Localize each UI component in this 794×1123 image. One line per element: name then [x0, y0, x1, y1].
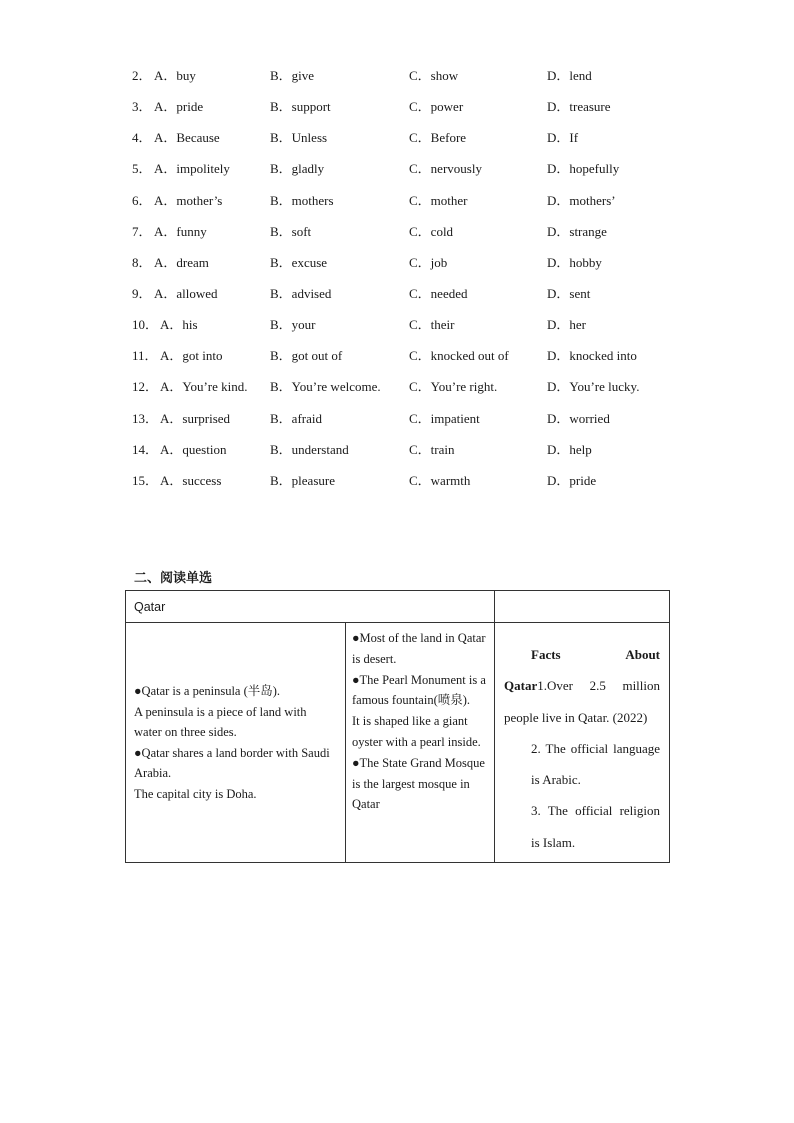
table-cell-geography — [126, 623, 346, 863]
table-line: ●The Pearl Monument is a famous fountain(喷泉). — [352, 672, 486, 708]
option-b: B．support — [270, 99, 331, 115]
option-c: C．nervously — [409, 161, 482, 177]
option-c: C．cold — [409, 223, 454, 239]
question-number: 9． — [132, 285, 152, 301]
question-number: 6． — [132, 192, 152, 208]
option-b: B．gladly — [270, 161, 325, 177]
section-title: 二、阅读单选 — [134, 571, 213, 586]
options-list — [132, 66, 692, 502]
option-a: A．pride — [154, 99, 204, 115]
option-row — [132, 284, 692, 315]
option-d: D．her — [547, 317, 586, 333]
option-a: A．surprised — [160, 410, 231, 426]
table-line: ●Most of the land in Qatar is desert. — [352, 631, 486, 666]
question-number: 10． — [132, 317, 159, 333]
table-cell-facts — [495, 623, 670, 863]
option-d: D．pride — [547, 472, 597, 488]
option-a: A．impolitely — [154, 161, 230, 177]
option-b: B．Unless — [270, 130, 328, 146]
option-d: D．If — [547, 130, 579, 146]
option-row — [132, 377, 692, 408]
fact-1: 1.Over 2.5 million people live in Qatar. (2022) — [504, 678, 661, 725]
option-row — [132, 440, 692, 471]
option-c: C．You’re right. — [409, 379, 498, 395]
option-c: C．knocked out of — [409, 348, 509, 364]
option-d: D．You’re lucky. — [547, 379, 640, 395]
question-number: 5． — [132, 161, 152, 177]
qatar-table — [125, 590, 670, 863]
option-d: D．help — [547, 441, 592, 457]
question-number: 14． — [132, 441, 159, 457]
option-b: B．soft — [270, 223, 312, 239]
option-row — [132, 315, 692, 346]
option-d: D．hobby — [547, 254, 602, 270]
table-line: A peninsula is a piece of land with water on three sides. — [134, 704, 307, 739]
option-c: C．needed — [409, 285, 468, 301]
option-a: A．got into — [160, 348, 223, 364]
option-row — [132, 128, 692, 159]
option-d: D．treasure — [547, 99, 611, 115]
option-row — [132, 222, 692, 253]
option-d: D．lend — [547, 68, 592, 83]
option-b: B．give — [270, 68, 315, 83]
option-c: C．mother — [409, 192, 468, 208]
facts-heading-word: Qatar — [504, 678, 538, 694]
table-line: ●Qatar is a peninsula (半岛). — [134, 684, 281, 698]
option-c: C．warmth — [409, 472, 471, 488]
option-a: A．Because — [154, 130, 220, 146]
option-b: B．You’re welcome. — [270, 379, 381, 395]
table-title: Qatar — [126, 591, 495, 623]
question-number: 8． — [132, 254, 152, 270]
option-row — [132, 97, 692, 128]
question-number: 2． — [132, 68, 152, 83]
option-c: C．job — [409, 254, 448, 270]
table-empty-cell — [495, 591, 670, 623]
option-b: B．your — [270, 317, 316, 333]
option-row — [132, 346, 692, 377]
option-b: B．got out of — [270, 348, 343, 364]
option-b: B．afraid — [270, 410, 322, 426]
table-cell-landmarks — [346, 623, 495, 863]
fact-1-block — [504, 670, 660, 733]
option-b: B．advised — [270, 285, 332, 301]
option-row — [132, 66, 692, 97]
option-a: A．allowed — [154, 285, 218, 301]
option-c: C．Before — [409, 130, 467, 146]
question-number: 4． — [132, 130, 152, 146]
option-row — [132, 191, 692, 222]
option-a: A．his — [160, 317, 198, 333]
option-c: C．show — [409, 68, 459, 83]
option-row — [132, 159, 692, 190]
question-number: 7． — [132, 223, 152, 239]
facts-heading — [504, 639, 660, 670]
option-row — [132, 253, 692, 284]
option-c: C．their — [409, 317, 455, 333]
option-a: A．buy — [154, 68, 196, 83]
option-a: A．You’re kind. — [160, 379, 248, 395]
fact-3: 3. The official religion is Islam. — [531, 803, 661, 850]
option-a: A．success — [160, 472, 222, 488]
option-d: D．knocked into — [547, 348, 637, 364]
question-number: 3． — [132, 99, 152, 115]
table-line: It is shaped like a giant oyster with a pearl inside. — [352, 714, 481, 749]
option-d: D．mothers’ — [547, 192, 616, 208]
option-a: A．funny — [154, 223, 207, 239]
option-c: C．train — [409, 441, 455, 457]
option-row — [132, 471, 692, 502]
option-d: D．strange — [547, 223, 607, 239]
facts-heading-right: About — [625, 647, 661, 662]
option-a: A．mother’s — [154, 192, 223, 208]
fact-2: 2. The official language is Arabic. — [531, 740, 661, 788]
question-number: 13． — [132, 410, 159, 426]
option-c: C．power — [409, 99, 464, 115]
option-row — [132, 409, 692, 440]
question-number: 11． — [132, 348, 158, 364]
facts-heading-left: Facts — [531, 647, 561, 662]
option-d: D．worried — [547, 410, 610, 426]
table-line: The capital city is Doha. — [134, 786, 257, 801]
question-number: 15． — [132, 472, 159, 488]
option-c: C．impatient — [409, 410, 480, 426]
option-a: A．question — [160, 441, 227, 457]
option-b: B．understand — [270, 441, 349, 457]
question-number: 12． — [132, 379, 159, 395]
option-d: D．hopefully — [547, 161, 620, 177]
option-d: D．sent — [547, 285, 591, 301]
option-a: A．dream — [154, 254, 209, 270]
table-line: ●Qatar shares a land border with Saudi Arabia. — [134, 745, 330, 780]
option-b: B．pleasure — [270, 472, 335, 488]
table-line: ●The State Grand Mosque is the largest mosque in Qatar — [352, 755, 485, 812]
option-b: B．mothers — [270, 192, 334, 208]
option-b: B．excuse — [270, 254, 328, 270]
